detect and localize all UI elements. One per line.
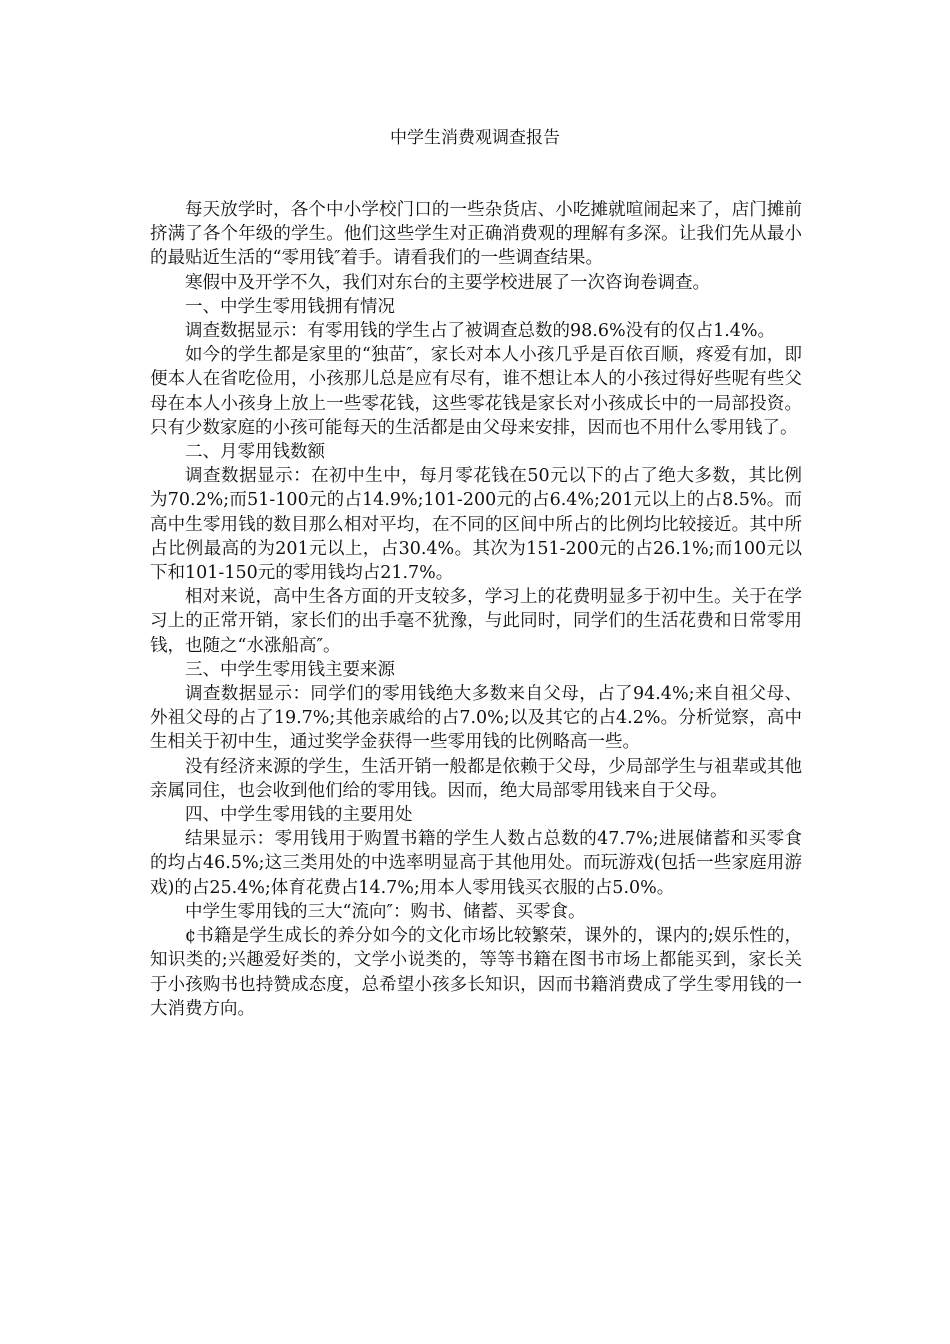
document-body <box>150 198 802 1021</box>
paragraph: 结果显示：零用钱用于购置书籍的学生人数占总数的47.7%;进展储蓄和买零食的均占46.5%;这三类用处的中选率明显高于其他用处。而玩游戏(包括一些家庭用游戏)的占25.4%;体育花费占14.7%;用本人零用钱买衣服的占5.0%。 <box>150 829 802 898</box>
paragraph: ¢书籍是学生成长的养分如今的文化市场比较繁荣，课外的，课内的;娱乐性的，知识类的;兴趣爱好类的，文学小说类的，等等书籍在图书市场上都能买到，家长关于小孩购书也持赞成态度，总希望小孩多长知识，因而书籍消费成了学生零用钱的一大消费方向。 <box>150 926 802 1019</box>
document-title: 中学生消费观调查报告 <box>390 128 560 148</box>
paragraph: 每天放学时，各个中小学校门口的一些杂货店、小吃摊就喧闹起来了，店门摊前挤满了各个年级的学生。他们这些学生对正确消费观的理解有多深。让我们先从最小的最贴近生活的“零用钱″着手。请看我们的一些调查结果。 <box>150 200 802 269</box>
section-heading: 二、月零用钱数额 <box>185 442 325 463</box>
paragraph: 调查数据显示：同学们的零用钱绝大多数来自父母，占了94.4%;来自祖父母、外祖父母的占了19.7%;其他亲戚给的占7.0%;以及其它的占4.2%。分析觉察，高中生相关于初中生，通过奖学金获得一些零用钱的比例略高一些。 <box>150 684 802 753</box>
paragraph: 中学生零用钱的三大“流向″：购书、储蓄、买零食。 <box>185 901 586 922</box>
paragraph: 没有经济来源的学生，生活开销一般都是依赖于父母，少局部学生与祖辈或其他亲属同住，也会收到他们给的零用钱。因而，绝大局部零用钱来自于父母。 <box>150 756 802 801</box>
paragraph: 寒假中及开学不久，我们对东台的主要学校进展了一次咨询卷调查。 <box>185 272 710 293</box>
paragraph: 相对来说，高中生各方面的开支较多，学习上的花费明显多于初中生。关于在学习上的正常开销，家长们的出手毫不犹豫，与此同时，同学们的生活花费和日常零用钱，也随之“水涨船高″。 <box>150 587 802 656</box>
paragraph: 调查数据显示：有零用钱的学生占了被调查总数的98.6%没有的仅占1.4%。 <box>185 321 776 342</box>
paragraph: 调查数据显示：在初中生中，每月零花钱在50元以下的占了绝大多数，其比例为70.2%;而51-100元的占14.9%;101-200元的占6.4%;201元以上的占8.5%。而高中生零用钱的数目那么相对平均，在不同的区间中所占的比例均比较接近。其中所占比例最高的为201元以上，占30.4%。其次为151-200元的占26.1%;而100元以下和101-150元的零用钱均占21.7%。 <box>150 466 802 584</box>
section-heading: 四、中学生零用钱的主要用处 <box>185 805 413 826</box>
paragraph: 如今的学生都是家里的“独苗″，家长对本人小孩几乎是百依百顺，疼爱有加，即便本人在省吃俭用，小孩那儿总是应有尽有，谁不想让本人的小孩过得好些呢有些父母在本人小孩身上放上一些零花钱，这些零花钱是家长对小孩成长中的一局部投资。只有少数家庭的小孩可能每天的生活都是由父母来安排，因而也不用什么零用钱了。 <box>150 345 802 438</box>
section-heading: 三、中学生零用钱主要来源 <box>185 659 395 680</box>
section-heading: 一、中学生零用钱拥有情况 <box>185 296 395 317</box>
